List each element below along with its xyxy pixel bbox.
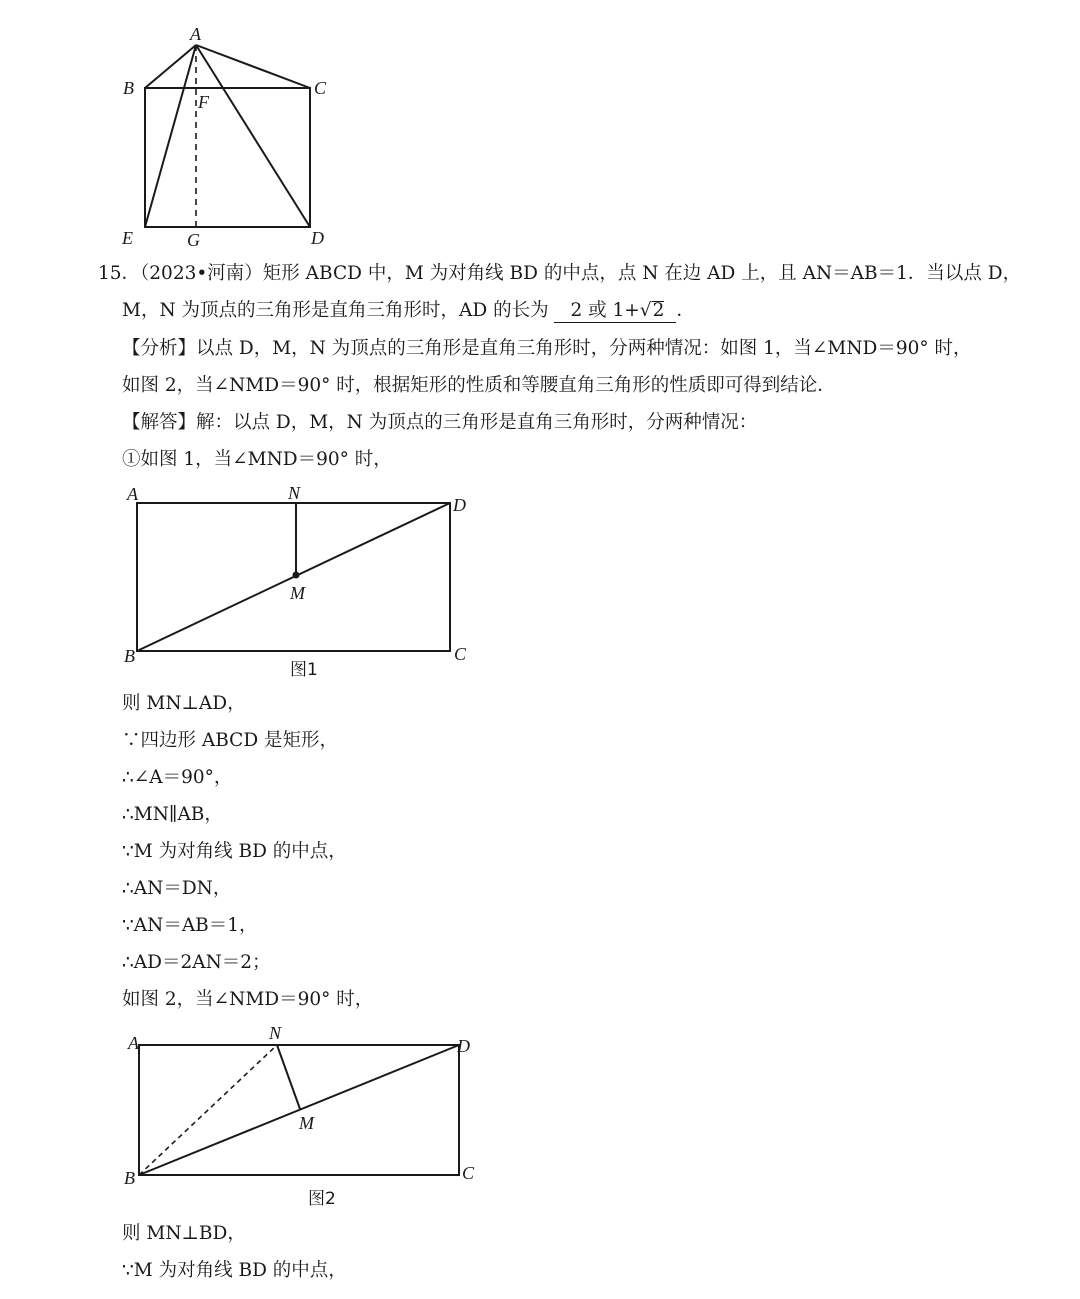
label-d: D — [457, 1036, 470, 1056]
label-a: A — [190, 24, 201, 44]
question-line-2 — [122, 299, 695, 323]
solution-intro: 【解答】解：以点 D，M，N 为顶点的三角形是直角三角形时，分两种情况： — [122, 412, 758, 433]
label-e: E — [122, 228, 133, 248]
figure-1-caption: 图1 — [290, 660, 318, 680]
label-f: F — [198, 92, 209, 112]
label-m: M — [290, 583, 305, 603]
answer-sqrt-value: 2 — [652, 300, 665, 321]
analysis-line-1: 【分析】以点 D，M，N 为顶点的三角形是直角三角形时，分两种情况：如图 1，当∠MND＝90° 时， — [122, 338, 972, 359]
step-1-2: ∵四边形 ABCD 是矩形， — [122, 730, 339, 751]
label-n: N — [288, 483, 301, 503]
step-1-3: ∴∠A＝90°， — [122, 767, 233, 788]
answer-text: 2 或 1+ — [570, 300, 640, 321]
case-2-heading: 如图 2，当∠NMD＝90° 时， — [122, 989, 374, 1010]
label-g: G — [187, 230, 200, 250]
answer-blank: 2 或 1+√2 — [554, 300, 676, 323]
segment-bn-dashed — [139, 1045, 277, 1175]
top-figure — [110, 20, 340, 255]
question-line-2-end: ． — [676, 300, 695, 321]
step-2-1: 则 MN⊥BD， — [122, 1223, 246, 1244]
question-line-1: 15．（2023•河南）矩形 ABCD 中，M 为对角线 BD 的中点，点 N 在边 AD 上，且 AN＝AB＝1．当以点 D， — [98, 263, 1022, 284]
segment-ab — [145, 45, 196, 88]
label-m: M — [299, 1113, 314, 1133]
step-1-7: ∵AN＝AB＝1， — [122, 915, 258, 936]
point-m — [293, 572, 300, 579]
step-1-8: ∴AD＝2AN＝2； — [122, 952, 271, 973]
label-b: B — [123, 78, 134, 98]
segment-mn — [277, 1045, 300, 1109]
label-d: D — [311, 228, 324, 248]
step-1-5: ∵M 为对角线 BD 的中点， — [122, 841, 347, 862]
label-d: D — [453, 495, 466, 515]
step-1-4: ∴MN∥AB， — [122, 804, 223, 825]
label-b: B — [124, 646, 135, 666]
segment-ac — [196, 45, 310, 88]
question-line-2-text: M，N 为顶点的三角形是直角三角形时，AD 的长为 — [122, 300, 549, 321]
label-n: N — [269, 1023, 282, 1043]
rectangle-bced — [145, 88, 310, 227]
label-b: B — [124, 1168, 135, 1188]
diagonal-bd — [139, 1045, 459, 1175]
figure-2-caption: 图2 — [308, 1189, 336, 1209]
label-c: C — [462, 1163, 475, 1183]
figure-1 — [115, 478, 485, 688]
step-1-1: 则 MN⊥AD， — [122, 693, 246, 714]
case-1-heading: ①如图 1，当∠MND＝90° 时， — [122, 449, 392, 470]
step-2-2: ∵M 为对角线 BD 的中点， — [122, 1260, 347, 1281]
label-c: C — [454, 644, 467, 664]
label-a: A — [128, 1033, 139, 1053]
segment-ad — [196, 45, 310, 227]
segment-ae — [145, 45, 196, 227]
label-c: C — [314, 78, 327, 98]
figure-2 — [115, 1018, 490, 1218]
analysis-line-2: 如图 2，当∠NMD＝90° 时，根据矩形的性质和等腰直角三角形的性质即可得到结论． — [122, 375, 836, 396]
label-a: A — [127, 484, 138, 504]
step-1-6: ∴AN＝DN， — [122, 878, 232, 899]
